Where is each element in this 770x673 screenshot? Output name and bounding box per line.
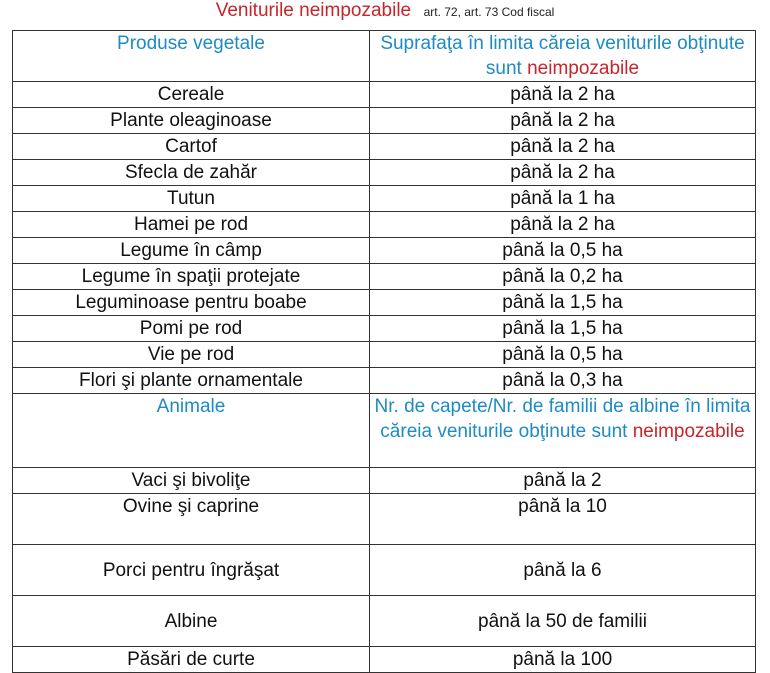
crop-limit: până la 2 ha	[370, 108, 756, 134]
animal-limit: până la 100	[370, 647, 756, 673]
animal-name: Păsări de curte	[13, 647, 370, 673]
crop-name: Tutun	[13, 186, 370, 212]
crop-name: Cartof	[13, 134, 370, 160]
table-row	[13, 264, 756, 290]
animals-header-col2: Nr. de capete/Nr. de familii de albine în limita căreia veniturile obţinute sunt neimpozabile	[370, 394, 756, 468]
animal-name: Porci pentru îngrăşat	[13, 545, 370, 596]
table-row	[13, 108, 756, 134]
crop-limit: până la 0,2 ha	[370, 264, 756, 290]
table-row	[13, 134, 756, 160]
plants-header-row	[13, 31, 756, 82]
table-row	[13, 290, 756, 316]
crop-name: Flori şi plante ornamentale	[13, 368, 370, 394]
table-row	[13, 368, 756, 394]
animal-limit: până la 50 de familii	[370, 596, 756, 647]
animal-name: Ovine şi caprine	[13, 494, 370, 545]
animal-name: Albine	[13, 596, 370, 647]
plants-header-col1: Produse vegetale	[13, 31, 370, 82]
income-table	[12, 30, 756, 673]
title-main: Veniturile neimpozabile	[215, 0, 412, 21]
crop-name: Pomi pe rod	[13, 316, 370, 342]
crop-limit: până la 0,5 ha	[370, 342, 756, 368]
table-row	[13, 596, 756, 647]
table-row	[13, 468, 756, 494]
crop-name: Plante oleaginoase	[13, 108, 370, 134]
crop-limit: până la 0,5 ha	[370, 238, 756, 264]
table-row	[13, 186, 756, 212]
crop-limit: până la 1,5 ha	[370, 290, 756, 316]
crop-limit: până la 1,5 ha	[370, 316, 756, 342]
animals-header-row	[13, 394, 756, 468]
crop-name: Cereale	[13, 82, 370, 108]
table-row	[13, 160, 756, 186]
crop-limit: până la 2 ha	[370, 212, 756, 238]
crop-name: Legume în spaţii protejate	[13, 264, 370, 290]
animals-header-col1: Animale	[13, 394, 370, 468]
animal-limit: până la 2	[370, 468, 756, 494]
animal-name: Vaci şi bivoliţe	[13, 468, 370, 494]
table-row	[13, 647, 756, 673]
table-row	[13, 342, 756, 368]
table-row	[13, 494, 756, 545]
plants-header-col2: Suprafaţa în limita căreia veniturile obţinute sunt neimpozabile	[370, 31, 756, 82]
crop-limit: până la 0,3 ha	[370, 368, 756, 394]
page-title	[0, 0, 770, 28]
title-legal-reference: art. 72, art. 73 Cod fiscal	[423, 5, 555, 19]
crop-limit: până la 2 ha	[370, 82, 756, 108]
crop-name: Vie pe rod	[13, 342, 370, 368]
crop-name: Legume în câmp	[13, 238, 370, 264]
crop-limit: până la 1 ha	[370, 186, 756, 212]
table-row	[13, 82, 756, 108]
crop-name: Sfecla de zahăr	[13, 160, 370, 186]
table-row	[13, 238, 756, 264]
table-row	[13, 316, 756, 342]
crop-limit: până la 2 ha	[370, 160, 756, 186]
crop-name: Hamei pe rod	[13, 212, 370, 238]
crop-limit: până la 2 ha	[370, 134, 756, 160]
table-row	[13, 212, 756, 238]
animal-limit: până la 10	[370, 494, 756, 545]
crop-name: Leguminoase pentru boabe	[13, 290, 370, 316]
table-row	[13, 545, 756, 596]
animal-limit: până la 6	[370, 545, 756, 596]
